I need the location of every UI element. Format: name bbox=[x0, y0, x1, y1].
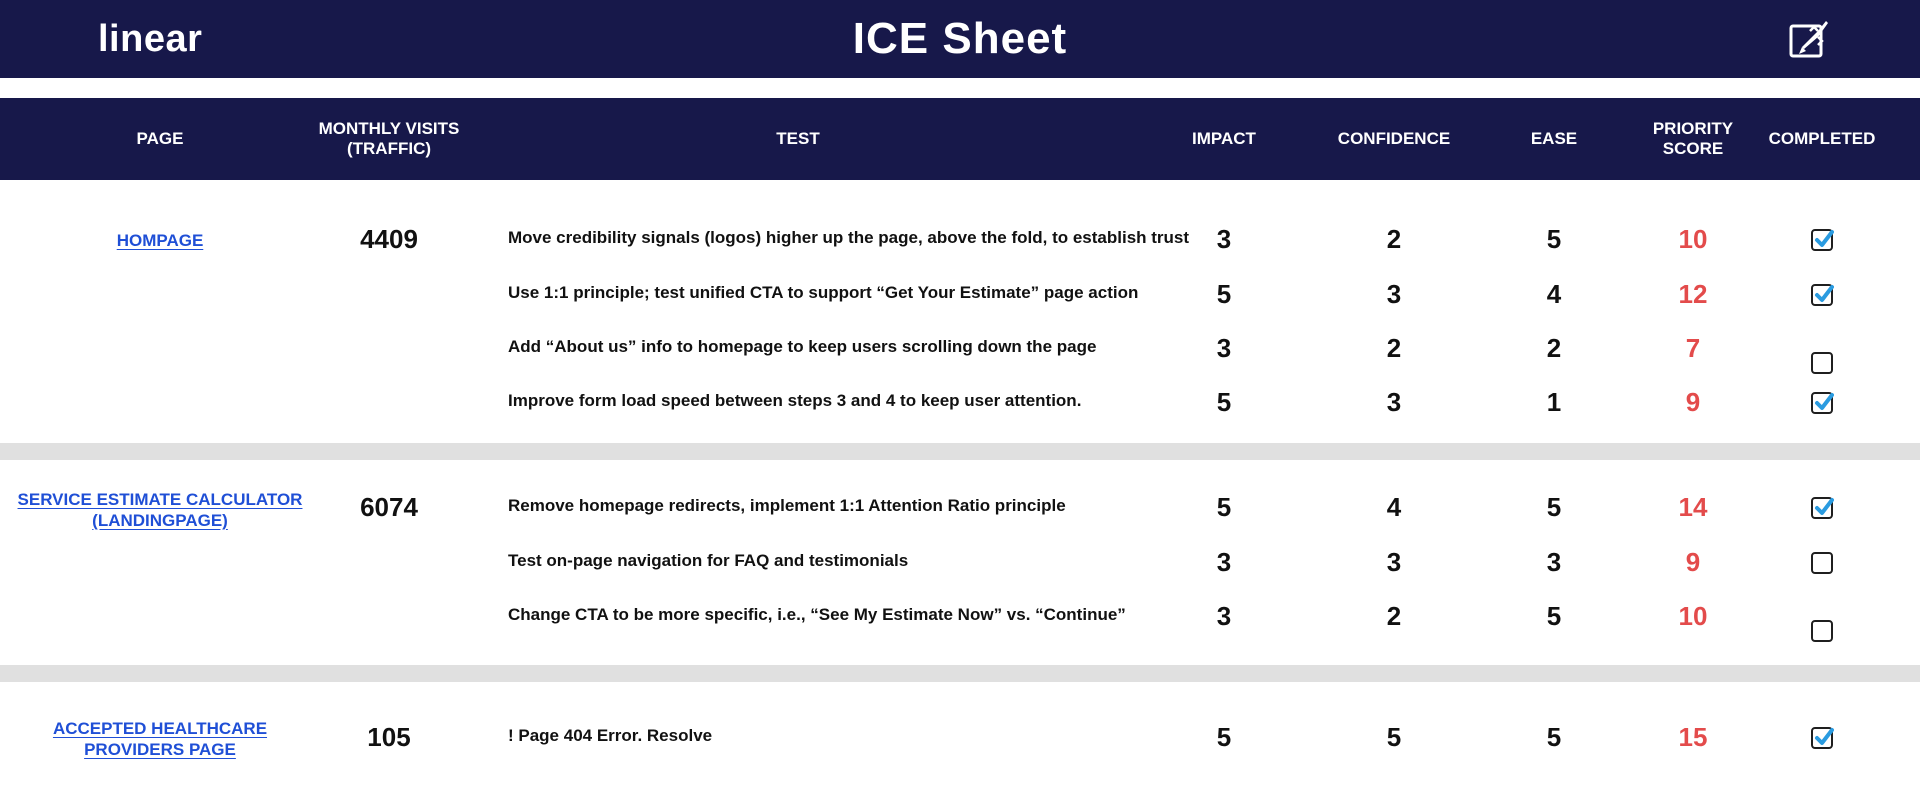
rocket-edit-icon[interactable] bbox=[1788, 17, 1832, 61]
impact-value: 3 bbox=[1216, 547, 1232, 577]
confidence-value: 2 bbox=[1386, 601, 1402, 631]
confidence-value: 3 bbox=[1386, 387, 1402, 417]
priority-score: 15 bbox=[1678, 722, 1708, 752]
confidence-value: 4 bbox=[1386, 492, 1402, 522]
ease-value: 5 bbox=[1546, 492, 1562, 522]
test-description: Move credibility signals (logos) higher up the page, above the fold, to establish trust bbox=[508, 228, 1190, 247]
page-link-service-estimate-calculator[interactable]: SERVICE ESTIMATE CALCULATOR (LANDINGPAGE) bbox=[17, 490, 303, 530]
impact-value: 5 bbox=[1216, 279, 1232, 309]
impact-value: 3 bbox=[1216, 601, 1232, 631]
table-header bbox=[0, 98, 1920, 180]
completed-checkbox[interactable] bbox=[1811, 552, 1833, 574]
priority-score: 9 bbox=[1685, 387, 1701, 417]
page-link-accepted-healthcare-providers[interactable]: ACCEPTED HEALTHCARE PROVIDERS PAGE bbox=[52, 719, 268, 759]
completed-checkbox[interactable] bbox=[1811, 392, 1833, 414]
impact-value: 3 bbox=[1216, 224, 1232, 254]
checkmark-icon bbox=[1814, 727, 1834, 749]
checkmark-icon bbox=[1814, 229, 1834, 251]
test-description: Use 1:1 principle; test unified CTA to support “Get Your Estimate” page action bbox=[508, 283, 1139, 302]
priority-score: 10 bbox=[1678, 601, 1708, 631]
priority-score: 7 bbox=[1685, 333, 1701, 363]
column-header-confidence: CONFIDENCE bbox=[1337, 129, 1451, 148]
test-description: Test on-page navigation for FAQ and testimonials bbox=[508, 551, 909, 570]
priority-score: 14 bbox=[1678, 492, 1708, 522]
impact-value: 3 bbox=[1216, 333, 1232, 363]
visits-value: 4409 bbox=[360, 224, 418, 254]
column-header-priority: PRIORITY SCORE bbox=[1652, 119, 1734, 158]
priority-score: 12 bbox=[1678, 279, 1708, 309]
completed-checkbox[interactable] bbox=[1811, 497, 1833, 519]
ease-value: 1 bbox=[1546, 387, 1562, 417]
checkmark-icon bbox=[1814, 497, 1834, 519]
column-header-visits: MONTHLY VISITS (TRAFFIC) bbox=[318, 119, 460, 158]
brand-logo[interactable]: linear bbox=[98, 18, 203, 60]
checkmark-icon bbox=[1814, 392, 1834, 414]
ease-value: 3 bbox=[1546, 547, 1562, 577]
column-header-impact: IMPACT bbox=[1192, 129, 1256, 148]
test-description: ! Page 404 Error. Resolve bbox=[508, 726, 713, 745]
column-header-page: PAGE bbox=[136, 129, 184, 148]
ease-value: 2 bbox=[1546, 333, 1562, 363]
completed-checkbox[interactable] bbox=[1811, 229, 1833, 251]
confidence-value: 2 bbox=[1386, 333, 1402, 363]
confidence-value: 5 bbox=[1386, 722, 1402, 752]
priority-score: 10 bbox=[1678, 224, 1708, 254]
priority-score: 9 bbox=[1685, 547, 1701, 577]
group-separator bbox=[0, 665, 1920, 682]
confidence-value: 2 bbox=[1386, 224, 1402, 254]
impact-value: 5 bbox=[1216, 387, 1232, 417]
group-separator bbox=[0, 443, 1920, 460]
visits-value: 6074 bbox=[360, 492, 418, 522]
completed-checkbox[interactable] bbox=[1811, 620, 1833, 642]
visits-value: 105 bbox=[367, 722, 411, 752]
ease-value: 4 bbox=[1546, 279, 1562, 309]
completed-checkbox[interactable] bbox=[1811, 284, 1833, 306]
top-bar bbox=[0, 0, 1920, 78]
test-description: Add “About us” info to homepage to keep users scrolling down the page bbox=[508, 337, 1097, 356]
ease-value: 5 bbox=[1546, 224, 1562, 254]
page-title: ICE Sheet bbox=[852, 14, 1068, 63]
column-header-completed: COMPLETED bbox=[1768, 129, 1876, 148]
column-header-test: TEST bbox=[776, 129, 820, 148]
test-description: Remove homepage redirects, implement 1:1 Attention Ratio principle bbox=[508, 496, 1066, 515]
page-link-homepage[interactable]: HOMPAGE bbox=[116, 230, 204, 250]
checkmark-icon bbox=[1814, 284, 1834, 306]
test-description: Change CTA to be more specific, i.e., “See My Estimate Now” vs. “Continue” bbox=[508, 605, 1126, 624]
impact-value: 5 bbox=[1216, 492, 1232, 522]
column-header-ease: EASE bbox=[1530, 129, 1578, 148]
completed-checkbox[interactable] bbox=[1811, 352, 1833, 374]
impact-value: 5 bbox=[1216, 722, 1232, 752]
ease-value: 5 bbox=[1546, 722, 1562, 752]
completed-checkbox[interactable] bbox=[1811, 727, 1833, 749]
confidence-value: 3 bbox=[1386, 279, 1402, 309]
confidence-value: 3 bbox=[1386, 547, 1402, 577]
test-description: Improve form load speed between steps 3 and 4 to keep user attention. bbox=[508, 391, 1082, 410]
ease-value: 5 bbox=[1546, 601, 1562, 631]
